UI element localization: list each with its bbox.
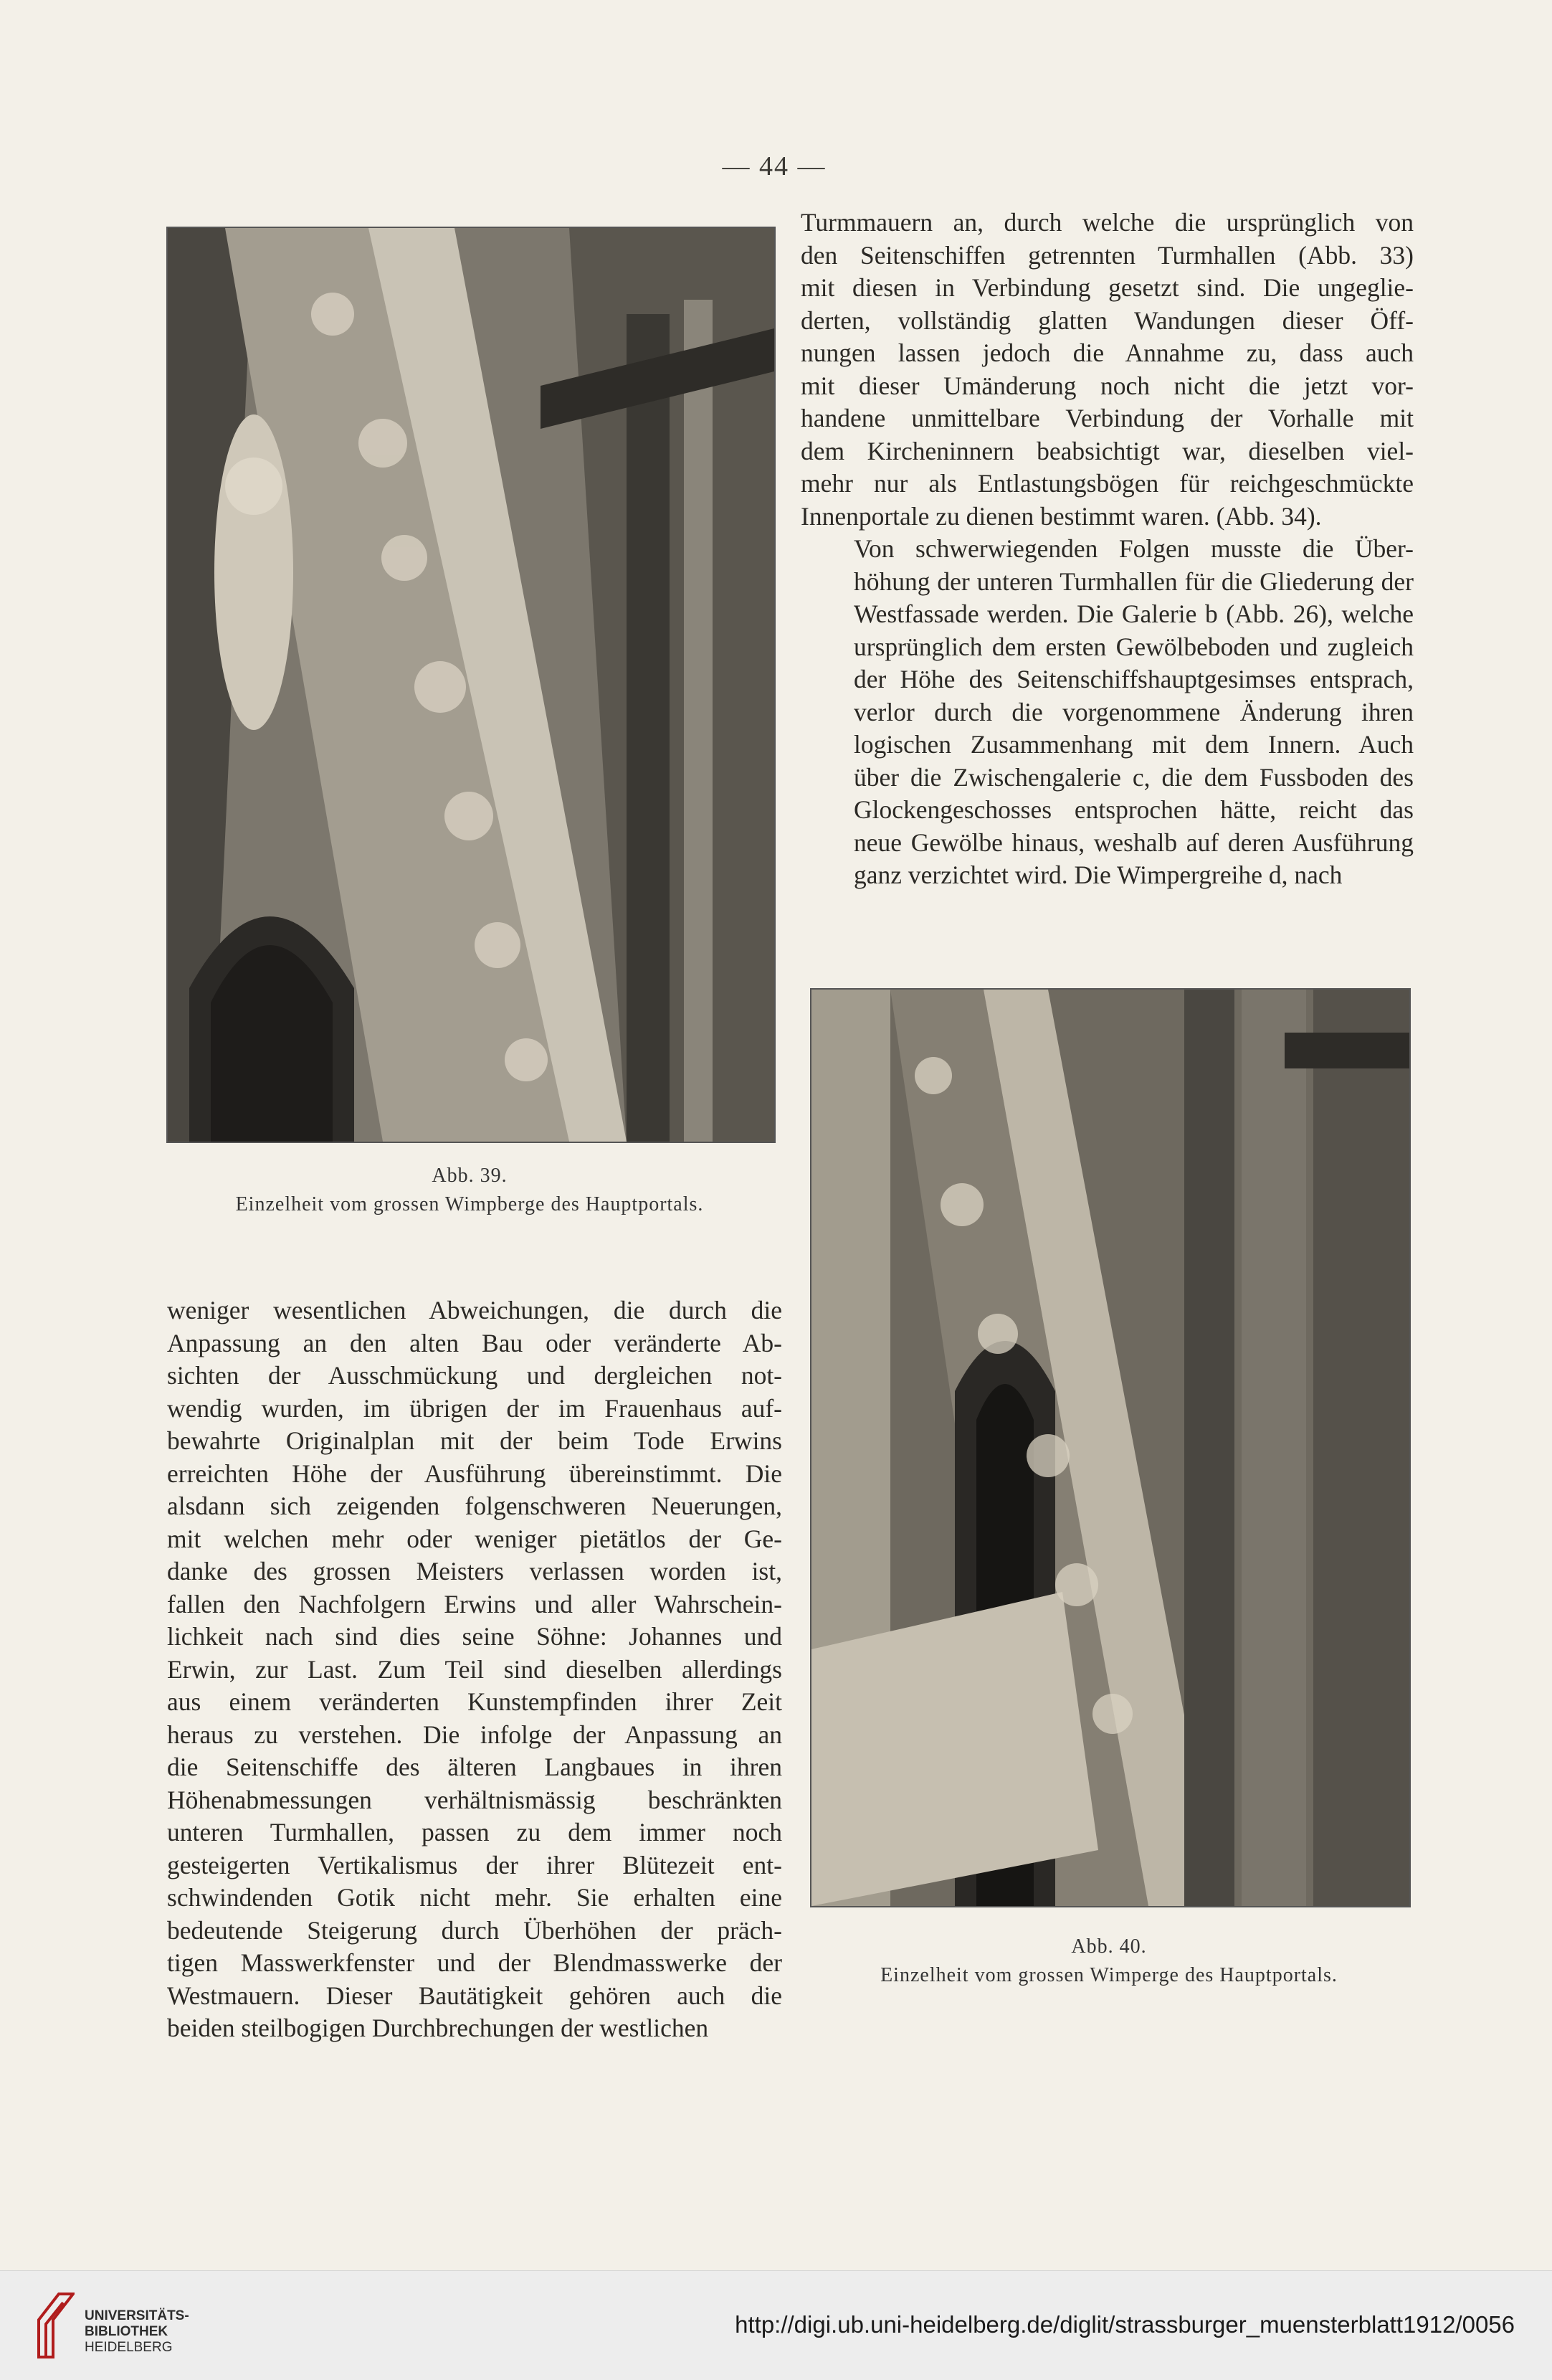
text-line: Turmmauern an, durch welche die ursprünglich von	[801, 208, 1414, 237]
text-column-bottom	[167, 1294, 782, 2045]
figure-40-photo	[810, 988, 1411, 1907]
text-line: mit diesen in Verbindung gesetzt sind. Die ungeglie-	[801, 273, 1414, 302]
text-line: verlor durch die vorgenommene Änderung ihren	[854, 697, 1414, 726]
text-line: gesteigerten Vertikalismus der ihrer Blütezeit ent-	[167, 1850, 782, 1879]
figure-39-caption	[166, 1162, 773, 1219]
text-line: sichten der Ausschmückung und dergleichen not-	[167, 1361, 782, 1390]
library-name	[85, 2308, 189, 2356]
text-line: mehr nur als Entlastungsbögen für reichgeschmückte	[801, 469, 1414, 498]
text-line: Von schwerwiegenden Folgen musste die Über-	[854, 534, 1414, 563]
text-line: Anpassung an den alten Bau oder veränderte Ab-	[167, 1328, 782, 1357]
text-line: schwindenden Gotik nicht mehr. Sie erhalten eine	[167, 1883, 782, 1912]
text-line: ganz verzichtet wird. Die Wimpergreihe d, nach	[854, 861, 1343, 889]
figure-40-caption	[810, 1933, 1408, 1990]
text-line: mit dieser Umänderung noch nicht die jetzt vor-	[801, 371, 1414, 400]
text-line: fallen den Nachfolgern Erwins und aller Wahrschein-	[167, 1589, 782, 1618]
text-line: danke des grossen Meisters verlassen worden ist,	[167, 1557, 782, 1585]
text-line: die Seitenschiffe des älteren Langbaues in ihren	[167, 1753, 782, 1781]
text-line: Erwin, zur Last. Zum Teil sind dieselben allerdings	[167, 1654, 782, 1684]
text-line: beiden steilbogigen Durchbrechungen der westlichen	[167, 2014, 709, 2042]
text-line: Westmauern. Dieser Bautätigkeit gehören auch die	[167, 1981, 782, 2010]
text-line: ursprünglich dem ersten Gewölbeboden und zugleich	[854, 632, 1414, 661]
text-line: neue Gewölbe hinaus, weshalb auf deren Ausführung	[854, 828, 1414, 857]
text-line: aus einem veränderten Kunstempfinden ihrer Zeit	[167, 1687, 782, 1716]
text-line: Innenportale zu dienen bestimmt waren. (Abb. 34).	[801, 501, 1322, 531]
text-line: logischen Zusammenhang mit dem Innern. Auch	[854, 730, 1414, 759]
text-line: unteren Turmhallen, passen zu dem immer noch	[167, 1818, 782, 1846]
library-name-line-2: BIBLIOTHEK	[85, 2324, 168, 2339]
page-number: — 44 —	[722, 151, 827, 181]
library-name-line-1: UNIVERSITÄTS-	[85, 2308, 189, 2323]
text-line: lichkeit nach sind dies seine Söhne: Johannes und	[167, 1622, 782, 1651]
figure-40-caption-text: Einzelheit vom grossen Wimperge des Hauptportals.	[880, 1964, 1338, 1986]
text-line: den Seitenschiffen getrennten Turmhallen (Abb. 33)	[801, 240, 1414, 270]
text-line: Westfassade werden. Die Galerie b (Abb. 26), welche	[854, 599, 1414, 628]
paragraph-1	[801, 207, 1414, 533]
figure-39-label: Abb. 39.	[432, 1165, 508, 1187]
text-line: über die Zwischengalerie c, die dem Fussboden des	[854, 762, 1414, 792]
text-line: tigen Masswerkfenster und der Blendmasswerke der	[167, 1948, 782, 1977]
text-line: wendig wurden, im übrigen der im Frauenhaus auf-	[167, 1393, 782, 1423]
text-line: Höhenabmessungen verhältnismässig beschränkten	[167, 1785, 782, 1814]
footer-bar	[0, 2270, 1552, 2380]
source-url-link[interactable]: http://digi.ub.uni-heidelberg.de/diglit/strassburger_muensterblatt1912/0056	[735, 2311, 1515, 2338]
text-line: heraus zu verstehen. Die infolge der Anpassung an	[167, 1720, 782, 1749]
library-logo-icon	[37, 2291, 75, 2358]
library-name-line-3: HEIDELBERG	[85, 2340, 173, 2355]
figure-40-label: Abb. 40.	[1071, 1935, 1147, 1958]
paragraph-2	[801, 533, 1414, 892]
text-line: höhung der unteren Turmhallen für die Gliederung der	[854, 566, 1414, 596]
text-line: Glockengeschosses entsprochen hätte, reicht das	[854, 795, 1414, 824]
text-line: der Höhe des Seitenschiffshauptgesimses entsprach,	[854, 665, 1414, 693]
text-column-top	[801, 207, 1414, 892]
text-line: weniger wesentlichen Abweichungen, die durch die	[167, 1296, 782, 1324]
text-line: erreichten Höhe der Ausführung übereinstimmt. Die	[167, 1459, 782, 1488]
text-line: nungen lassen jedoch die Annahme zu, dass auch	[801, 338, 1414, 367]
figure-39-caption-text: Einzelheit vom grossen Wimpberge des Hauptportals.	[235, 1193, 704, 1215]
text-line: derten, vollständig glatten Wandungen dieser Öff-	[801, 305, 1414, 335]
text-line: bewahrte Originalplan mit der beim Tode Erwins	[167, 1426, 782, 1455]
figure-39-photo	[166, 227, 776, 1143]
text-line: alsdann sich zeigenden folgenschweren Neuerungen,	[167, 1492, 782, 1520]
text-line: handene unmittelbare Verbindung der Vorhalle mit	[801, 404, 1414, 432]
text-line: dem Kircheninnern beabsichtigt war, dieselben viel-	[801, 436, 1414, 465]
text-line: mit welchen mehr oder weniger pietätlos der Ge-	[167, 1524, 782, 1553]
text-line: bedeutende Steigerung durch Überhöhen der präch-	[167, 1915, 782, 1945]
